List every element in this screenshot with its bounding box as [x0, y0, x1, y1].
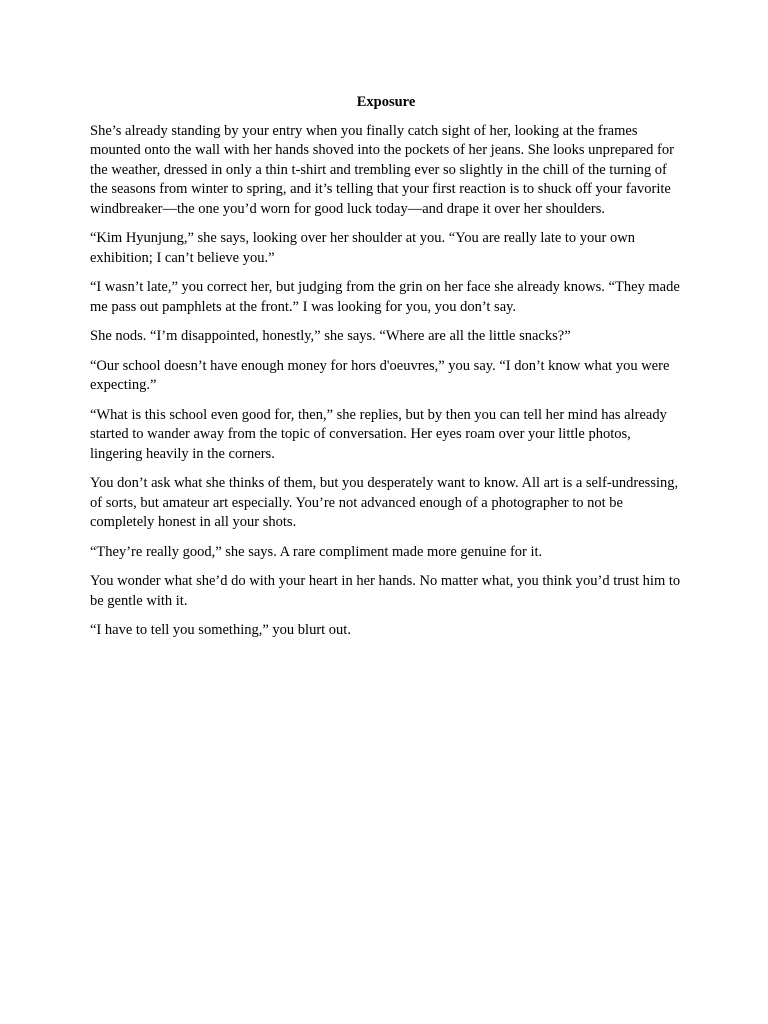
- paragraph: “What is this school even good for, then,” she replies, but by then you can tell her mind has already started to wander away from the topic of conversation. Her eyes roam over your little photos, lingering heavily in the corners.: [90, 406, 667, 462]
- paragraph: She’s already standing by your entry when you finally catch sight of her, looking at the frames mounted onto the wall with her hands shoved into the pockets of her jeans. She looks unprepared for the weather, dressed in only a thin t-shirt and trembling ever so slightly in the chill of the turning of the seasons from winter to spring, and it’s telling that your first reaction is to shuck off your favorite windbreaker—the one you’d worn for good luck today—and drape it over her shoulders.: [90, 122, 674, 217]
- paragraph: “I wasn’t late,” you correct her, but judging from the grin on her face she already knows. “They made me pass out pamphlets at the front.” I was looking for you, you don’t say.: [90, 279, 680, 315]
- paragraph: “I have to tell you something,” you blurt out.: [90, 622, 351, 638]
- paragraph: You don’t ask what she thinks of them, but you desperately want to know. All art is a self-undressing, of sorts, but amateur art especially. You’re not advanced enough of a photographer to not be completely honest in all your shots.: [90, 475, 679, 530]
- document-body: [90, 93, 682, 651]
- paragraph: You wonder what she’d do with your heart in her hands. No matter what, you think you’d trust him to be gentle with it.: [90, 573, 681, 609]
- paragraph: She nods. “I’m disappointed, honestly,” she says. “Where are all the little snacks?”: [90, 328, 571, 344]
- document-title: Exposure: [356, 94, 416, 110]
- paragraph: “Our school doesn’t have enough money for hors d'oeuvres,” you say. “I don’t know what you were expecting.”: [90, 357, 670, 393]
- paragraph: “Kim Hyunjung,” she says, looking over her shoulder at you. “You are really late to your own exhibition; I can’t believe you.”: [90, 230, 635, 266]
- paragraph: “They’re really good,” she says. A rare compliment made more genuine for it.: [90, 543, 543, 560]
